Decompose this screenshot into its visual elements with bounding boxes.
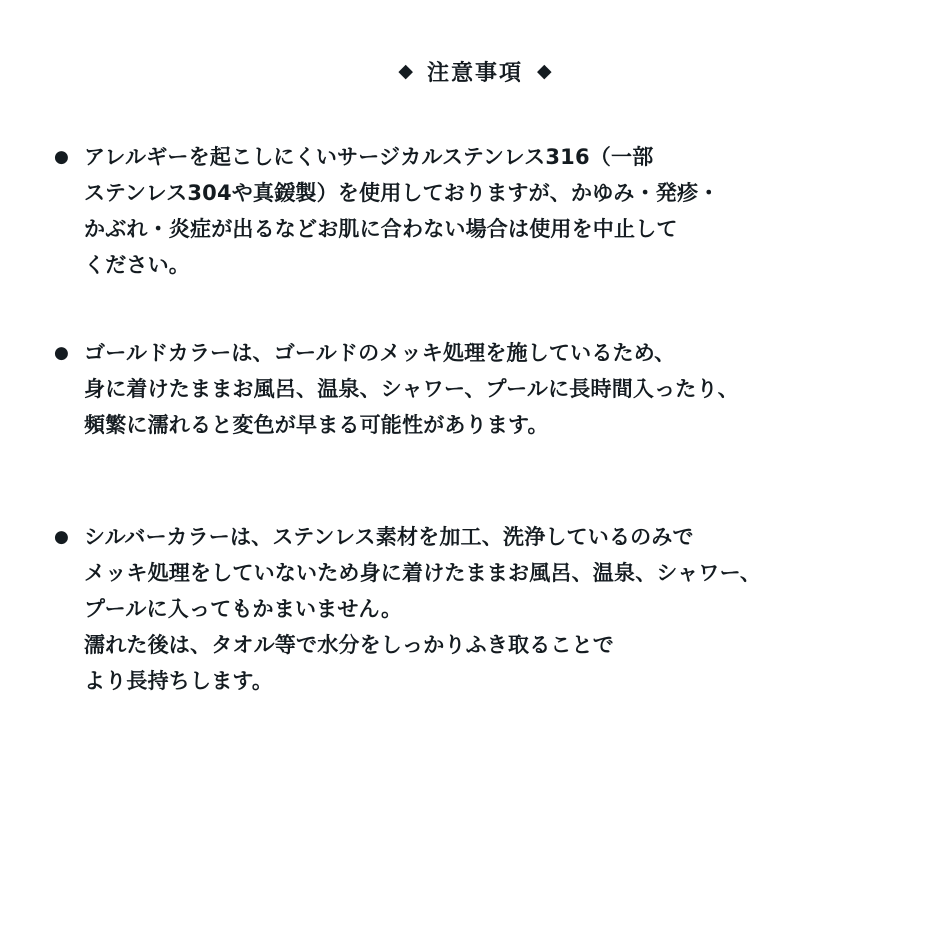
page-title-text: 注意事項 [426, 61, 523, 86]
note-line: 濡れた後は、タオル等で水分をしっかりふき取ることで [84, 633, 614, 657]
diamond-right-icon: ◆ [537, 60, 552, 82]
note-text-block [84, 139, 898, 283]
notice-list [52, 139, 898, 699]
note-line: ゴールドカラーは、ゴールドのメッキ処理を施しているため、 [84, 341, 676, 365]
diamond-left-icon: ◆ [398, 60, 413, 82]
note-line: メッキ処理をしていないため身に着けたままお風呂、温泉、シャワー、 [84, 561, 762, 585]
note-line: より長持ちします。 [84, 669, 274, 693]
note-line: アレルギーを起こしにくいサージカルステンレス316（一部 [84, 145, 654, 169]
note-text-block [84, 335, 898, 443]
list-item [52, 335, 898, 443]
note-line: 身に着けたままお風呂、温泉、シャワー、プールに長時間入ったり、 [84, 377, 739, 401]
bullet-icon: ● [54, 527, 69, 547]
note-line: 頻繁に濡れると変色が早まる可能性があります。 [84, 413, 549, 437]
note-line: ください。 [84, 253, 190, 277]
page-title [52, 56, 898, 87]
list-item [52, 519, 898, 699]
note-line: ステンレス304や真鍰製）を使用しておりますが、かゆみ・発疹・ [84, 181, 720, 205]
bullet-icon: ● [54, 343, 69, 363]
note-line: プールに入ってもかまいません。 [84, 597, 403, 621]
note-line: シルバーカラーは、ステンレス素材を加工、洗浄しているのみで [84, 525, 694, 549]
note-text-block [84, 519, 898, 699]
list-item [52, 139, 898, 283]
bullet-icon: ● [54, 147, 69, 167]
note-line: かぶれ・炎症が出るなどお肌に合わない場合は使用を中止して [84, 217, 678, 241]
